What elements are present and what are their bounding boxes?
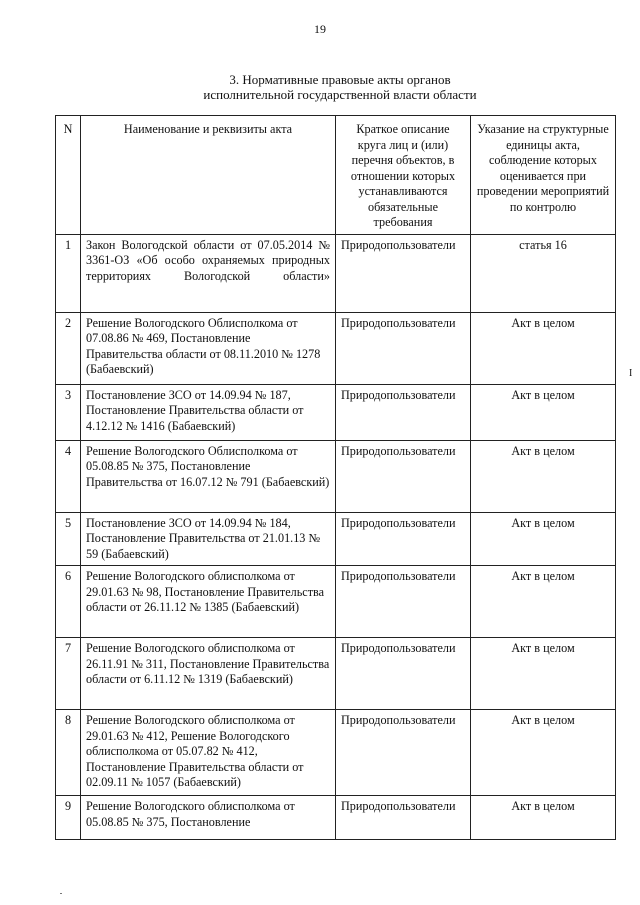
row-description: Природопользователи: [336, 312, 471, 384]
table-row: [56, 638, 616, 710]
header-number: N: [56, 116, 81, 235]
row-structural-units: Акт в целом: [471, 512, 616, 566]
section-heading-line-1: 3. Нормативные правовые акты органов: [229, 72, 451, 87]
row-structural-units: Акт в целом: [471, 796, 616, 840]
table-row: [56, 234, 616, 312]
header-act-name: Наименование и реквизиты акта: [81, 116, 336, 235]
table-row: [56, 512, 616, 566]
row-act-name: Решение Вологодского облисполкома от 29.01.63 № 98, Постановление Правительства области от 26.11.12 № 1385 (Бабаевский): [81, 566, 336, 638]
row-number: 9: [56, 796, 81, 840]
section-heading: [0, 72, 640, 102]
table-row: [56, 312, 616, 384]
acts-table: [55, 115, 616, 840]
table-row: [56, 796, 616, 840]
row-structural-units: Акт в целом: [471, 440, 616, 512]
row-number: 4: [56, 440, 81, 512]
row-act-name: Постановление ЗСО от 14.09.94 № 187, Постановление Правительства области от 4.12.12 № 1416 (Бабаевский): [81, 384, 336, 440]
row-act-name: Решение Вологодского облисполкома от 05.08.85 № 375, Постановление: [81, 796, 336, 840]
row-act-name: Решение Вологодского Облисполкома от 05.08.85 № 375, Постановление Правительства от 16.07.12 № 791 (Бабаевский): [81, 440, 336, 512]
row-act-name: Закон Вологодской области от 07.05.2014 № 3361-ОЗ «Об особо охраняемых природных территориях Вологодской области»: [81, 234, 336, 312]
table-row: [56, 710, 616, 796]
row-act-name: Решение Вологодского Облисполкома от 07.08.86 № 469, Постановление Правительства области от 08.11.2010 № 1278 (Бабаевский): [81, 312, 336, 384]
row-number: 5: [56, 512, 81, 566]
row-description: Природопользователи: [336, 796, 471, 840]
table-row: [56, 566, 616, 638]
header-description: Краткое описание круга лиц и (или) перечня объектов, в отношении которых устанавливаются обязательные требования: [336, 116, 471, 235]
table-header-row: [56, 116, 616, 235]
row-description: Природопользователи: [336, 710, 471, 796]
row-description: Природопользователи: [336, 234, 471, 312]
header-structural-units: Указание на структурные единицы акта, соблюдение которых оценивается при проведении мероприятий по контролю: [471, 116, 616, 235]
table-row: [56, 384, 616, 440]
row-act-name: Постановление ЗСО от 14.09.94 № 184, Постановление Правительства от 21.01.13 № 59 (Бабаевский): [81, 512, 336, 566]
row-structural-units: Акт в целом: [471, 710, 616, 796]
row-structural-units: статья 16: [471, 234, 616, 312]
row-description: Природопользователи: [336, 638, 471, 710]
scan-artifact: [60, 893, 62, 894]
row-number: 6: [56, 566, 81, 638]
row-number: 7: [56, 638, 81, 710]
row-description: Природопользователи: [336, 384, 471, 440]
row-structural-units: Акт в целом: [471, 638, 616, 710]
row-number: 3: [56, 384, 81, 440]
row-act-name: Решение Вологодского облисполкома от 29.01.63 № 412, Решение Вологодского облисполкома от 05.07.82 № 412, Постановление Правительства области от 02.09.11 № 1057 (Бабаевский): [81, 710, 336, 796]
row-number: 1: [56, 234, 81, 312]
row-description: Природопользователи: [336, 440, 471, 512]
row-description: Природопользователи: [336, 566, 471, 638]
page-number: 19: [314, 22, 326, 36]
margin-mark: I: [629, 368, 633, 379]
row-act-name: Решение Вологодского облисполкома от 26.11.91 № 311, Постановление Правительства области от 6.11.12 № 1319 (Бабаевский): [81, 638, 336, 710]
section-heading-line-2: исполнительной государственной власти области: [203, 87, 477, 102]
row-structural-units: Акт в целом: [471, 312, 616, 384]
row-structural-units: Акт в целом: [471, 384, 616, 440]
row-description: Природопользователи: [336, 512, 471, 566]
row-number: 2: [56, 312, 81, 384]
row-number: 8: [56, 710, 81, 796]
table-row: [56, 440, 616, 512]
row-structural-units: Акт в целом: [471, 566, 616, 638]
